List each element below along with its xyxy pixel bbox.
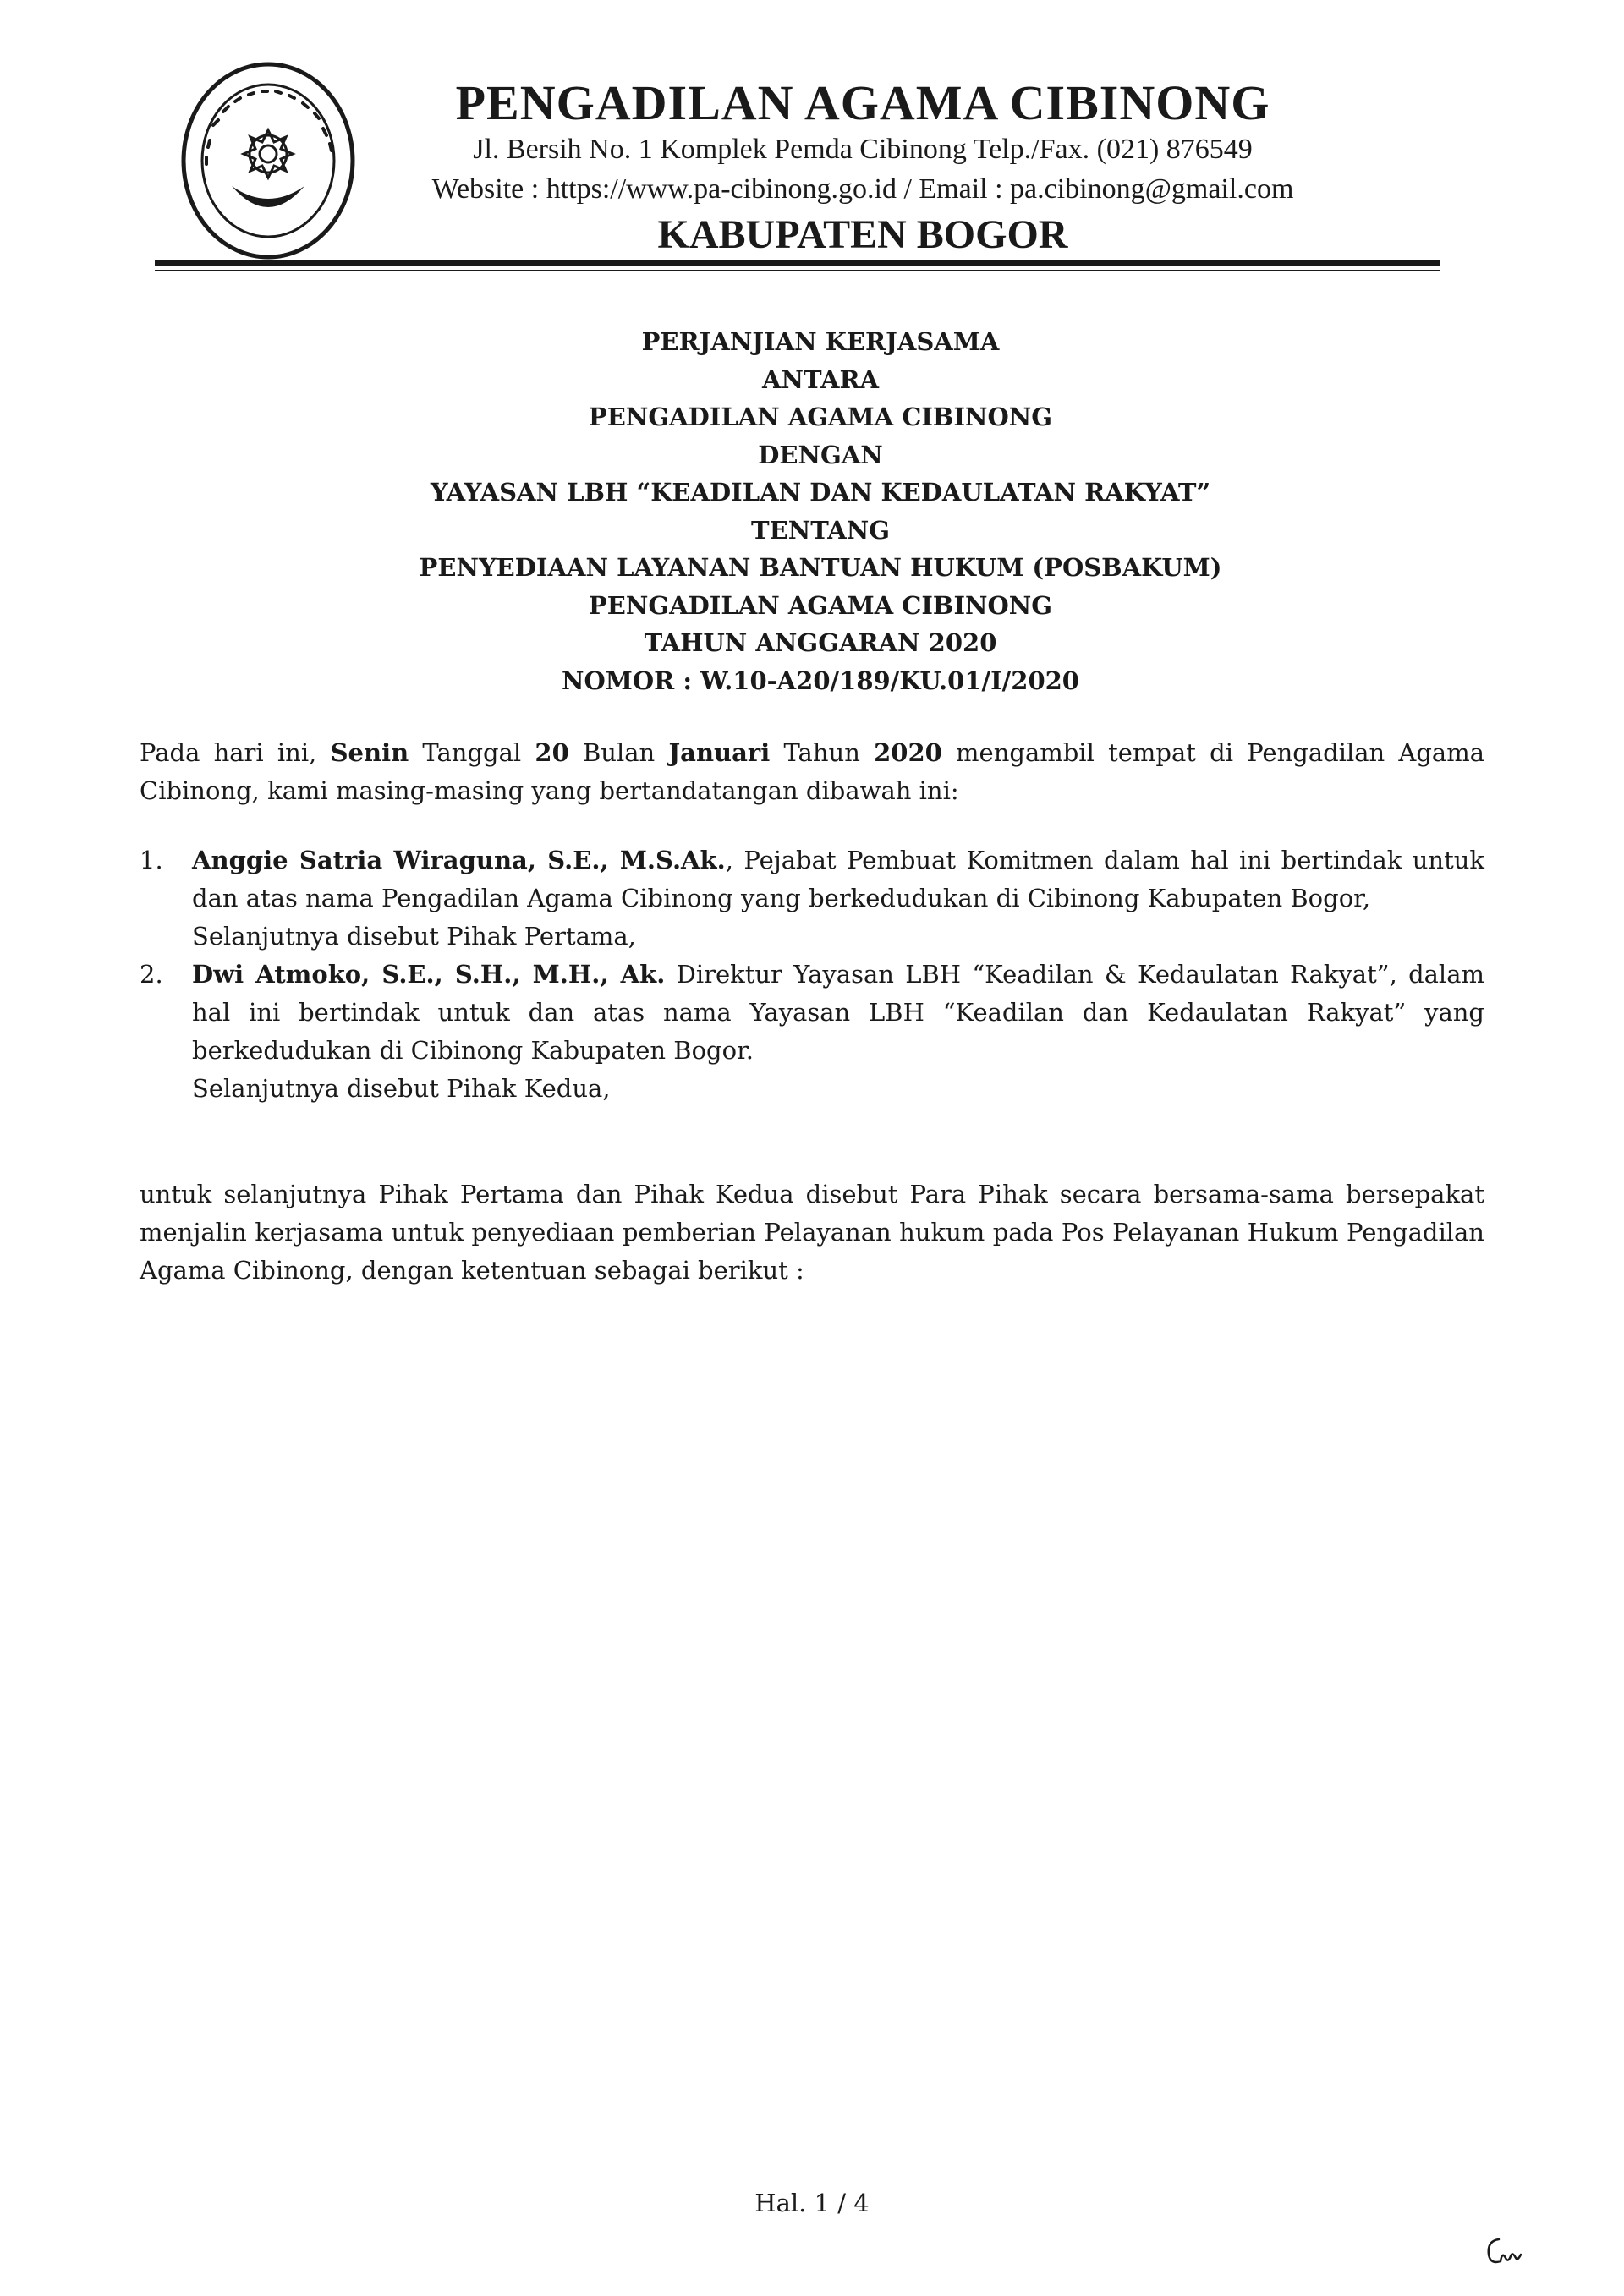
letterhead-rule-thick <box>155 260 1440 266</box>
title-line: ANTARA <box>761 364 880 394</box>
party-number: 2. <box>140 960 163 989</box>
title-line: PENGADILAN AGAMA CIBINONG <box>588 590 1053 620</box>
title-line: PENYEDIAAN LAYANAN BANTUAN HUKUM (POSBAKUM) <box>419 553 1222 582</box>
initial-signature-icon <box>1480 2233 1531 2275</box>
title-line: TAHUN ANGGARAN 2020 <box>644 628 997 657</box>
party-alias: Selanjutnya disebut Pihak Kedua, <box>192 1074 611 1103</box>
party-number: 1. <box>140 846 163 874</box>
court-name-heading: PENGADILAN AGAMA CIBINONG <box>455 75 1270 130</box>
party-description <box>192 956 1484 1070</box>
intro-date: 20 <box>535 738 569 767</box>
closing-paragraph: untuk selanjutnya Pihak Pertama dan Pihak Kedua disebut Para Pihak secara bersama-sama bersepakat menjalin kerjasama untuk penyediaan pemberian Pelayanan hukum pada Pos Pelayanan Hukum Pengadilan Agama Cibinong, dengan ketentuan sebagai berikut : <box>140 1180 1484 1285</box>
intro-text: Bulan <box>568 738 669 767</box>
intro-paragraph <box>140 734 1484 810</box>
parties-list <box>140 841 1484 1108</box>
title-line: PERJANJIAN KERJASAMA <box>641 327 1000 356</box>
party-name: Dwi Atmoko, S.E., S.H., M.H., Ak. <box>192 960 666 989</box>
court-region: KABUPATEN BOGOR <box>657 212 1068 257</box>
intro-text: Tanggal <box>409 738 535 767</box>
party-name: Anggie Satria Wiraguna, S.E., M.S.Ak. <box>192 846 726 874</box>
party-role: , Pejabat Pembuat Komitmen dalam hal ini bertindak untuk dan atas nama Pengadilan Agama Cibinong yang berkedudukan di Cibinong Kabupaten Bogor, <box>192 846 1484 912</box>
title-line: TENTANG <box>751 515 890 545</box>
party-description <box>192 841 1484 918</box>
party-role: Direktur Yayasan LBH “Keadilan & Kedaulatan Rakyat”, dalam hal ini bertindak untuk dan atas nama Yayasan LBH “Keadilan dan Kedaulatan Rakyat” yang berkedudukan di Cibinong Kabupaten Bogor. <box>192 960 1484 1065</box>
intro-month: Januari <box>668 738 771 767</box>
intro-year: 2020 <box>874 738 942 767</box>
party-alias: Selanjutnya disebut Pihak Pertama, <box>192 922 636 951</box>
intro-text: Pada hari ini, <box>140 738 331 767</box>
title-line: YAYASAN LBH “KEADILAN DAN KEDAULATAN RAKYAT” <box>430 478 1211 507</box>
agreement-title <box>220 323 1421 699</box>
title-line: DENGAN <box>758 440 883 469</box>
letterhead-rule-thin <box>155 270 1440 271</box>
court-address: Jl. Bersih No. 1 Komplek Pemda Cibinong Telp./Fax. (021) 876549 <box>473 134 1253 165</box>
title-line: PENGADILAN AGAMA CIBINONG <box>588 403 1053 431</box>
page-number: Hal. 1 / 4 <box>754 2189 870 2217</box>
intro-text: mengambil tempat di Pengadilan Agama Cibinong, kami masing-masing yang bertandatangan dibawah ini: <box>140 738 1484 805</box>
court-seal-icon <box>179 59 357 262</box>
party-item <box>140 956 1484 1108</box>
intro-text: Tahun <box>770 738 875 767</box>
agreement-number: NOMOR : W.10-A20/189/KU.01/I/2020 <box>562 666 1079 695</box>
court-contact: Website : https://www.pa-cibinong.go.id / Email : pa.cibinong@gmail.com <box>431 173 1294 205</box>
intro-day: Senin <box>330 738 409 767</box>
party-item <box>140 841 1484 956</box>
